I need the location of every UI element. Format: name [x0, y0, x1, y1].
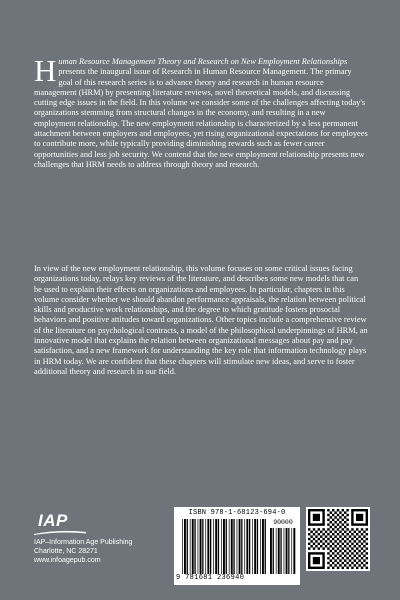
publisher-logo: [34, 511, 86, 535]
drop-cap: H: [34, 53, 57, 88]
qr-code: [306, 507, 370, 571]
barcode-addon-digits: 90000: [273, 519, 293, 526]
intro-paragraph-1: [34, 53, 368, 170]
barcode-digits: 9 781681 236940: [176, 574, 245, 582]
intro-paragraph-1-text: presents the inaugural issue of Research in Human Resource Management. The primary goal of this research series is to advance theory and research in human resource management (HRM) by presenting literature reviews, novel theoretical models, and discussing cutting edge issues in the field. In this volume we consider some of the challenges affecting today's organizations stemming from structural changes in the economy, and resulting in a new employment relationship. The new employment relationship is characterized by a less permanent attachment between employers and employees, yet rising organizational expectations for employees to contribute more, while typically providing diminishing rewards such as fewer career opportunities and less job security. We contend that the new employment relationship presents new challenges that HRM needs to address through theory and research.: [34, 67, 368, 169]
publisher-name: IAP–Information Age Publishing: [34, 539, 133, 546]
book-title-italic: uman Resource Management Theory and Research on New Employment Relationships: [58, 57, 348, 66]
publisher-url: www.infoagepub.com: [34, 557, 101, 564]
isbn-label: ISBN 978-1-68123-694-0: [188, 509, 286, 517]
barcode-bars-icon: [182, 519, 268, 574]
logo-swoosh-icon: [34, 530, 86, 535]
qr-code-icon: [306, 507, 370, 571]
publisher-block: [34, 511, 174, 565]
isbn-barcode: [174, 507, 300, 585]
intro-paragraph-2: In view of the new employment relationship, this volume focuses on some critical issues facing organizations today, relays key reviews of the literature, and describes some new models that can be used to explain their effects on organizations and employees. In particular, chapters in this volume consider whether we should abandon performance appraisals, the relation between political skills and productive work relationships, and the degree to which gratitude fosters prosocial behaviors and positive attitudes toward organizations. Other topics include a comprehensive review of the literature on psychological contracts, a model of the philosophical underpinnings of HRM, an innovative model that explains the relation between organizational messages about pay and pay satisfaction, and a new framework for understanding the key role that information technology plays in HRM today. We are confident that these chapters will stimulate new ideas, and serve to foster additional theory and research in our field.: [34, 264, 368, 376]
barcode-addon-bars-icon: [270, 528, 296, 574]
publisher-logo-text: IAP: [38, 511, 68, 530]
publisher-address: Charlotte, NC 28271: [34, 548, 98, 555]
